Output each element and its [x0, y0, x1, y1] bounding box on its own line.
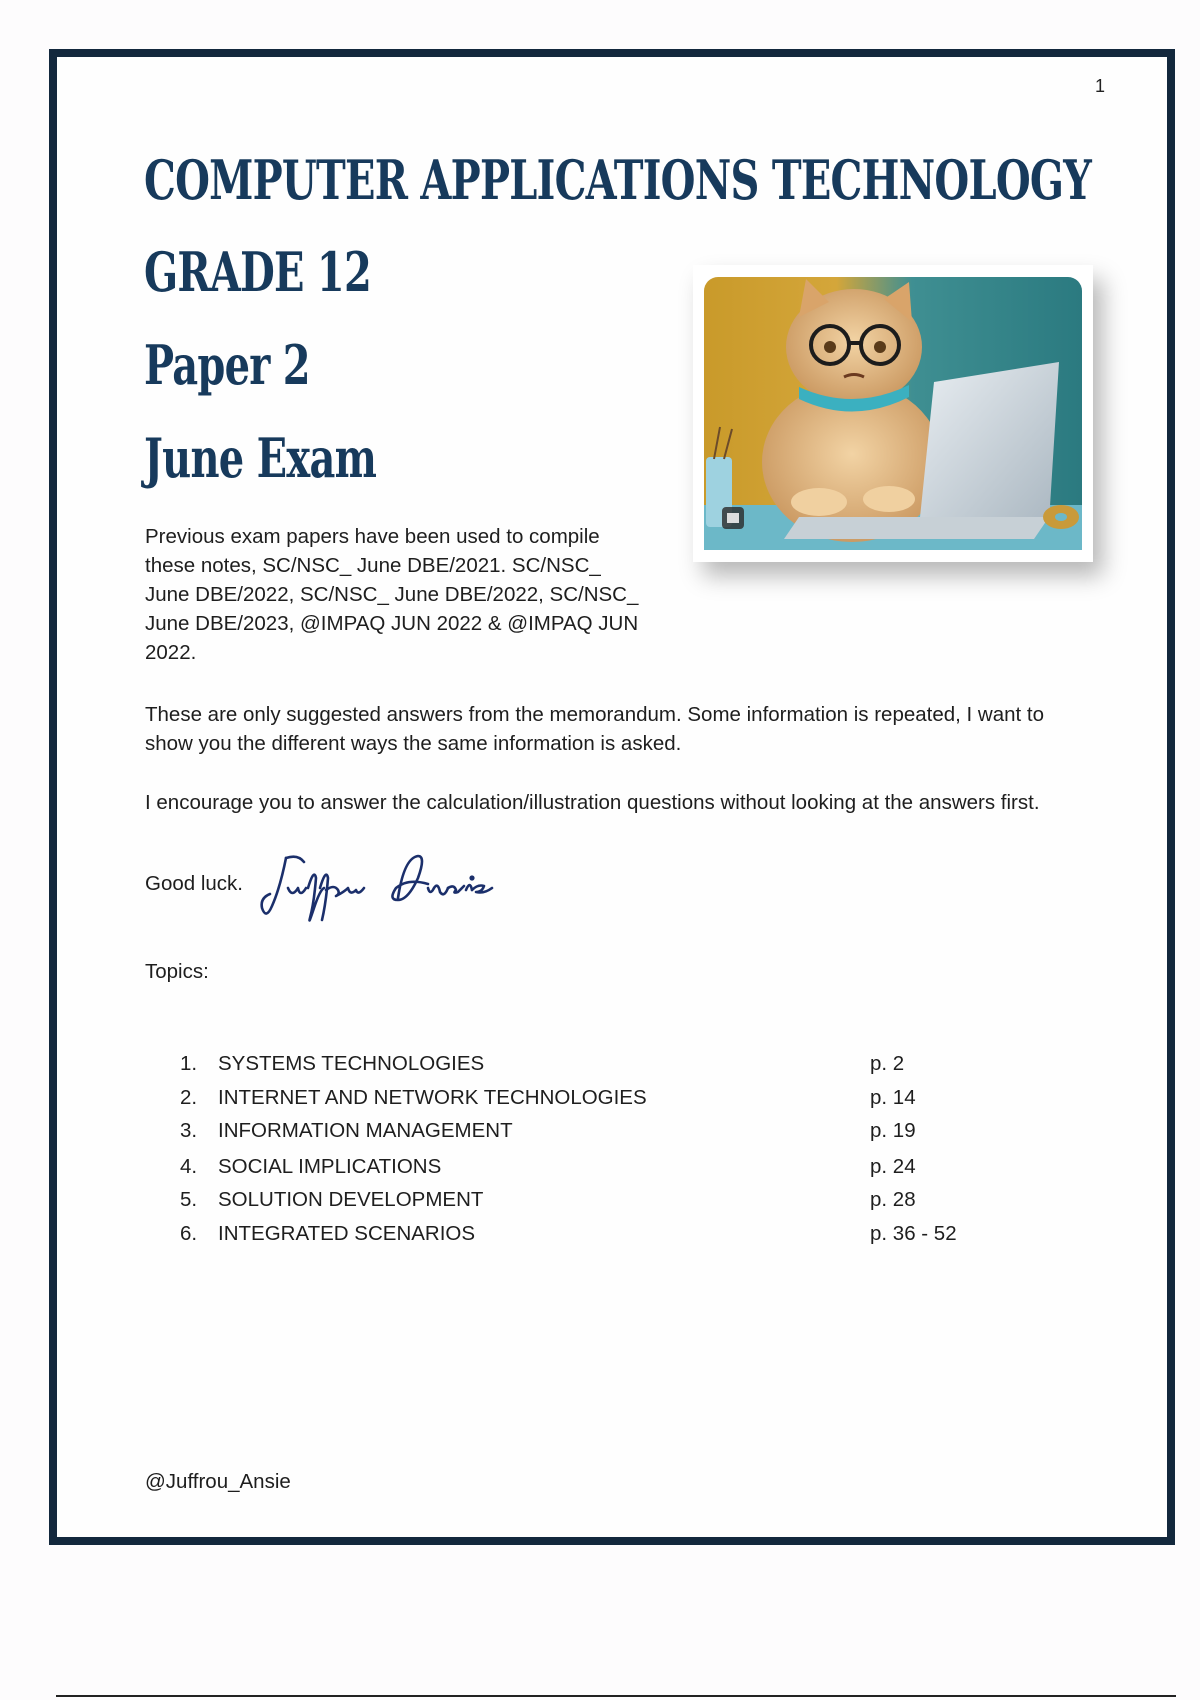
cat-laptop-photo	[693, 265, 1093, 562]
topic-page: p. 19	[870, 1119, 916, 1142]
topics-label: Topics:	[145, 960, 209, 983]
author-handle: @Juffrou_Ansie	[145, 1470, 291, 1493]
topic-page: p. 14	[870, 1086, 916, 1109]
topic-page: p. 2	[870, 1052, 905, 1075]
topic-row	[180, 1119, 980, 1149]
topic-page: p. 36 - 52	[870, 1222, 957, 1245]
topic-number: 1.	[180, 1052, 198, 1075]
topic-number: 3.	[180, 1119, 198, 1142]
topic-row	[180, 1222, 980, 1252]
topic-row	[180, 1086, 980, 1116]
topic-row	[180, 1155, 980, 1185]
exam-heading: June Exam	[144, 426, 377, 490]
encourage-paragraph: I encourage you to answer the calculation/illustration questions without looking at the answers first.	[145, 791, 1040, 814]
handwritten-signature	[258, 848, 498, 928]
topic-page: p. 24	[870, 1155, 916, 1178]
topic-title: INTERNET AND NETWORK TECHNOLOGIES	[218, 1086, 647, 1109]
topic-number: 4.	[180, 1155, 198, 1178]
page-divider	[56, 1695, 1176, 1697]
paper-heading: Paper 2	[144, 333, 310, 397]
topic-title: INTEGRATED SCENARIOS	[218, 1222, 476, 1245]
topic-row	[180, 1052, 980, 1082]
topic-number: 5.	[180, 1188, 198, 1211]
topic-title: SOCIAL IMPLICATIONS	[218, 1155, 442, 1178]
topic-number: 2.	[180, 1086, 198, 1109]
suggested-answers-paragraph: These are only suggested answers from the memorandum. Some information is repeated, I want to show you the different ways the same information is asked.	[145, 703, 1045, 755]
topic-title: SOLUTION DEVELOPMENT	[218, 1188, 484, 1211]
topic-title: INFORMATION MANAGEMENT	[218, 1119, 513, 1142]
topic-row	[180, 1188, 980, 1218]
intro-paragraph: Previous exam papers have been used to compile these notes, SC/NSC_ June DBE/2021. SC/NSC_ June DBE/2022, SC/NSC_ June DBE/2022, SC/NSC_ June DBE/2023, @IMPAQ JUN 2022 & @IMPAQ JUN 2022.	[145, 525, 639, 664]
document-title: COMPUTER APPLICATIONS TECHNOLOGY	[144, 148, 1092, 212]
cat-with-glasses-illustration	[704, 277, 1082, 550]
page-number: 1	[1094, 76, 1105, 96]
grade-heading: GRADE 12	[144, 240, 372, 304]
topic-number: 6.	[180, 1222, 198, 1245]
topic-page: p. 28	[870, 1188, 916, 1211]
topic-title: SYSTEMS TECHNOLOGIES	[218, 1052, 485, 1075]
good-luck-text: Good luck.	[145, 872, 243, 895]
